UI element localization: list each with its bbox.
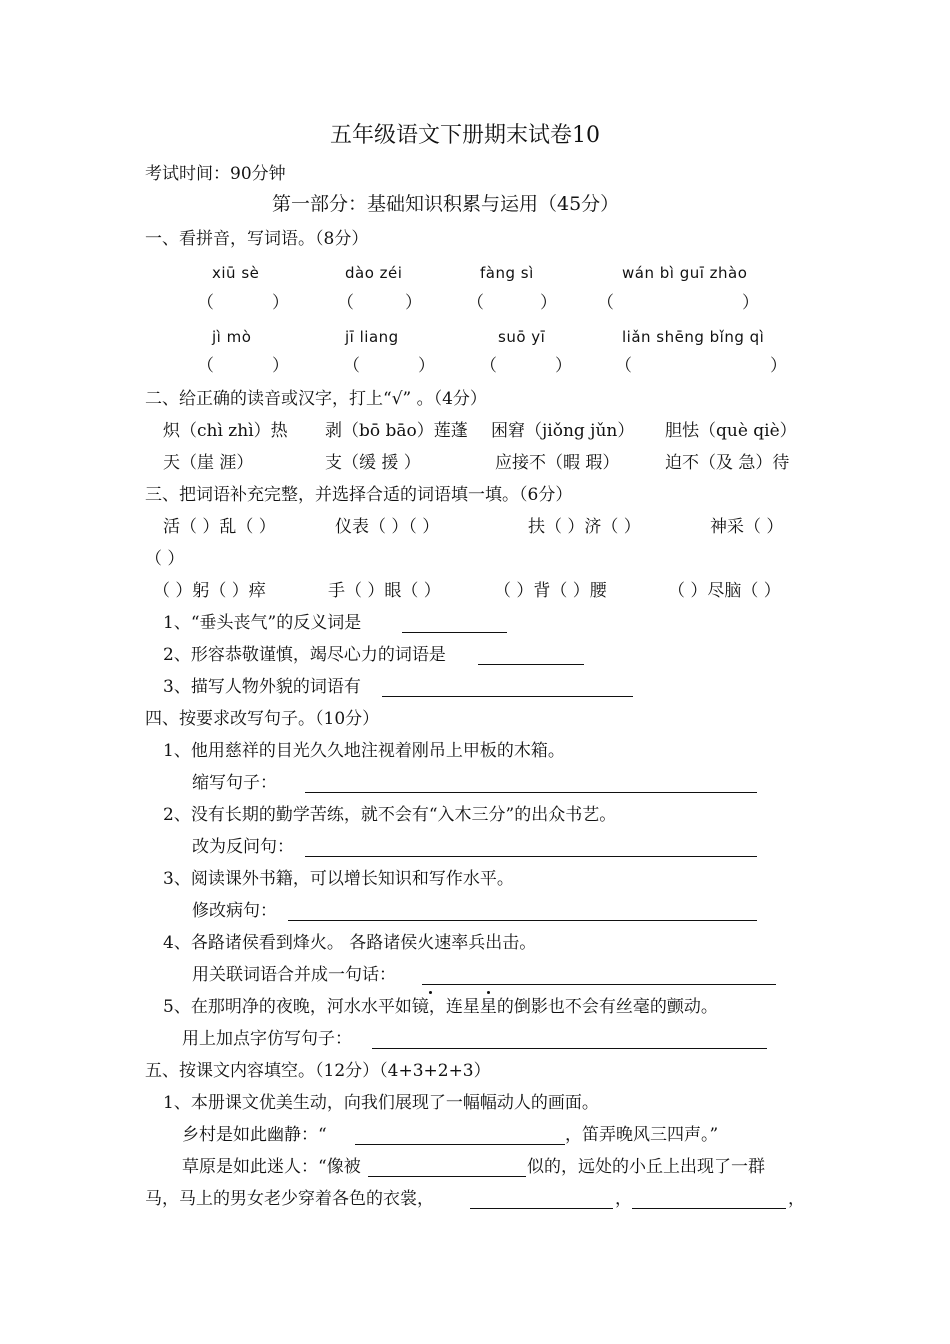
answer-paren-close: ） (272, 356, 289, 376)
answer-paren-open: （ (197, 293, 214, 313)
answer-paren-open: （ (615, 356, 632, 376)
answer-paren-open: （ (597, 293, 614, 313)
answer-paren-close: ） (770, 356, 787, 376)
word-blank-item: 扶（ ）济（ ） (528, 517, 641, 537)
section1-heading: 一、看拼音，写词语。（8分） (145, 229, 369, 249)
question-text: 1、他用慈祥的目光久久地注视着刚吊上甲板的木箱。 (163, 741, 565, 761)
choice-item: 炽（chì zhì）热 (163, 421, 288, 441)
answer-line[interactable] (288, 920, 757, 921)
section3-heading: 三、把词语补充完整，并选择合适的词语填一填。（6分） (145, 485, 573, 505)
word-blank-item: 手（ ）眼（ ） (328, 581, 441, 601)
answer-line[interactable] (372, 1048, 767, 1049)
word-blank-item: 活（ ）乱（ ） (163, 517, 276, 537)
answer-paren-open: （ (343, 356, 360, 376)
emphasis-dot (487, 991, 490, 994)
answer-line[interactable] (368, 1176, 526, 1177)
answer-paren-close: ） (555, 356, 572, 376)
choice-item: 应接不（暇 瑕） (495, 453, 620, 473)
answer-paren-close: ） (405, 293, 422, 313)
question-label: 修改病句： (192, 901, 277, 921)
pinyin-3: fàng sì (480, 264, 534, 282)
choice-item: 天（崖 涯） (163, 453, 254, 473)
answer-paren-close: ） (418, 356, 435, 376)
answer-paren-open: （ (197, 356, 214, 376)
answer-line[interactable] (355, 1144, 565, 1145)
fill-line-a-end: ，笛弄晚风三四声。” (565, 1125, 719, 1145)
question-label: 用上加点字仿写句子： (182, 1029, 352, 1049)
question-text: 3、描写人物外貌的词语有 (163, 677, 361, 697)
answer-line[interactable] (470, 1208, 613, 1209)
comma: ， (788, 1189, 805, 1209)
choice-item: 剥（bō bāo）莲蓬 (325, 421, 468, 441)
pinyin-1: xiū sè (212, 264, 260, 282)
pinyin-2: dào zéi (345, 264, 403, 282)
answer-paren-open: （ (467, 293, 484, 313)
answer-line[interactable] (402, 632, 507, 633)
answer-line[interactable] (632, 1208, 786, 1209)
question-text: 2、没有长期的勤学苦练，就不会有“入木三分”的出众书艺。 (163, 805, 617, 825)
question-text: 1、“垂头丧气”的反义词是 (163, 613, 362, 633)
question-text: 5、在那明净的夜晚，河水水平如镜，连星星的倒影也不会有丝毫的颤动。 (163, 997, 718, 1017)
answer-line[interactable] (478, 664, 584, 665)
question-text: 1、本册课文优美生动，向我们展现了一幅幅动人的画面。 (163, 1093, 599, 1113)
comma: ， (615, 1189, 632, 1209)
question-text: 3、阅读课外书籍，可以增长知识和写作水平。 (163, 869, 514, 889)
question-label: 改为反问句： (192, 837, 294, 857)
word-blank-item: （ ）背（ ）腰 (494, 581, 607, 601)
answer-line[interactable] (305, 792, 757, 793)
answer-line[interactable] (422, 984, 776, 985)
question-text: 2、形容恭敬谨慎，竭尽心力的词语是 (163, 645, 446, 665)
choice-item: 困窘（jiǒng jǔn） (491, 421, 635, 441)
word-blank-item: （ ）躬（ ）瘁 (153, 581, 266, 601)
choice-item: 支（缓 援 ） (325, 453, 421, 473)
answer-paren-close: ） (272, 293, 289, 313)
word-blank-item: 神采（ ） (710, 517, 784, 537)
choice-item: 胆怯（què qiè） (665, 421, 797, 441)
fill-line-c-start: 马，马上的男女老少穿着各色的衣裳， (145, 1189, 434, 1209)
page-title: 五年级语文下册期末试卷10 (330, 123, 600, 148)
section2-heading: 二、给正确的读音或汉字，打上“√” 。（4分） (145, 389, 487, 409)
exam-time: 考试时间：90分钟 (145, 164, 286, 184)
fill-line-b-start: 草原是如此迷人：“像被 (182, 1157, 361, 1177)
answer-paren-close: ） (742, 293, 759, 313)
section5-heading: 五、按课文内容填空。（12分）（4+3+2+3） (145, 1061, 491, 1081)
answer-paren-close: ） (540, 293, 557, 313)
word-blank-item: （ ）尽脑（ ） (668, 581, 781, 601)
word-blank-item: 仪表（ ）（ ） (335, 517, 440, 537)
word-blank-item: （ ） (145, 549, 185, 569)
answer-paren-open: （ (337, 293, 354, 313)
part1-heading: 第一部分：基础知识积累与运用（45分） (272, 193, 620, 215)
choice-item: 迫不（及 急）待 (665, 453, 790, 473)
pinyin-8: liǎn shēng bǐng qì (622, 328, 765, 346)
fill-line-b-end: 似的，远处的小丘上出现了一群 (527, 1157, 765, 1177)
pinyin-5: jì mò (212, 328, 252, 346)
pinyin-7: suō yī (498, 328, 546, 346)
question-label: 缩写句子： (192, 773, 277, 793)
section4-heading: 四、按要求改写句子。（10分） (145, 709, 380, 729)
answer-line[interactable] (305, 856, 757, 857)
pinyin-4: wán bì guī zhào (622, 264, 748, 282)
pinyin-6: jī liang (345, 328, 399, 346)
question-text: 4、各路诸侯看到烽火。 各路诸侯火速率兵出击。 (163, 933, 537, 953)
fill-line-a-start: 乡村是如此幽静：“ (182, 1125, 327, 1145)
question-label: 用关联词语合并成一句话： (192, 965, 396, 985)
answer-paren-open: （ (480, 356, 497, 376)
emphasis-dot (429, 991, 432, 994)
answer-line[interactable] (382, 696, 633, 697)
